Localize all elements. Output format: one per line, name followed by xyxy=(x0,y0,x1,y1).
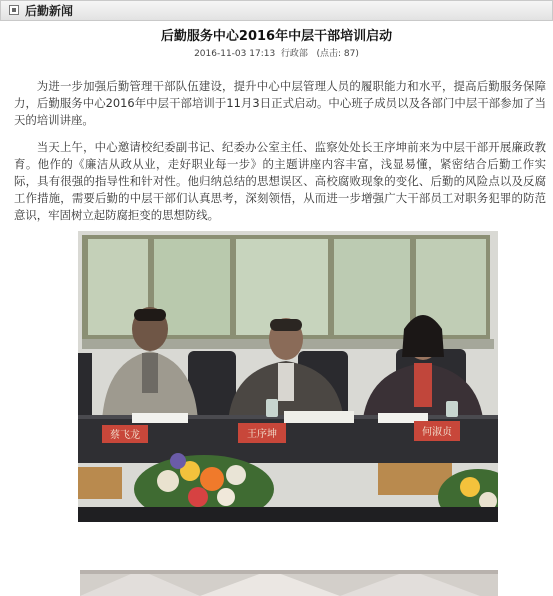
section-title: 后勤新闻 xyxy=(25,4,74,18)
article-paragraph: 当天上午，中心邀请校纪委副书记、纪委办公室主任、监察处处长王序坤前来为中层干部开展廉政教育。他作的《廉洁从政从业，走好职业每一步》的主题讲座内容丰富，浅显易懂，紧密结合后勤工作实际，具有很强的指导性和针对性。他归纳总结的思想误区、高校腐败现象的变化、后勤的风险点以及反腐工作措施，需要后勤的中层干部们认真思考，深刻领悟，从而进一步增强广大干部员工对职务犯罪的防范意识，牢固树立起防腐拒变的思想防线。 xyxy=(14,140,546,222)
meeting-photo xyxy=(78,231,498,522)
article-meta xyxy=(0,48,553,60)
article-title: 后勤服务中心2016年中层干部培训启动 xyxy=(160,29,393,44)
nameplate-center xyxy=(238,423,286,443)
section-header xyxy=(0,0,553,21)
article-department: 行政部 xyxy=(280,49,308,59)
article-paragraph: 为进一步加强后勤管理干部队伍建设，提升中心中层管理人员的履职能力和水平，提高后勤服务保障力，后勤服务中心2016年中层干部培训于11月3日正式启动。中心班子成员以及各部门中层干部参加了当天的培训讲座。 xyxy=(14,79,546,127)
svg-text:何淑贞: 何淑贞 xyxy=(422,427,452,438)
article-date: 2016-11-03 17:13 xyxy=(194,49,276,59)
second-photo xyxy=(80,570,498,596)
svg-text:王序坤: 王序坤 xyxy=(247,429,277,440)
nameplate-right xyxy=(414,421,460,441)
nameplate-left xyxy=(102,425,148,443)
click-count: (点击: 87) xyxy=(316,49,359,59)
square-bullet-icon xyxy=(9,5,19,15)
svg-text:蔡飞龙: 蔡飞龙 xyxy=(110,430,140,441)
